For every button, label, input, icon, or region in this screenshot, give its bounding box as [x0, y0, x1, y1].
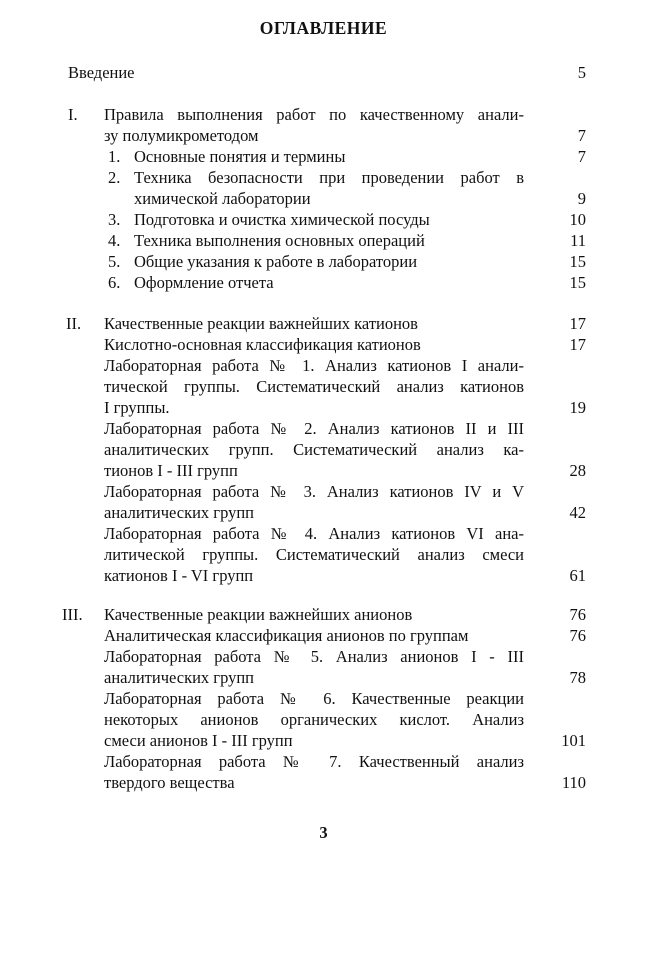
lab-title-6-line-3: смеси анионов I - III групп	[104, 731, 293, 750]
subsection-page: 10	[569, 210, 586, 229]
subsection-title-line-1: Техника безопасности при проведении работ в	[134, 168, 524, 187]
lab-title-1-line-2: тической группы. Систематический анализ катионов	[104, 377, 524, 396]
lab-title-4-line-2: литической группы. Систематический анализ смеси	[104, 545, 524, 564]
lab-title-7-line-1: Лабораторная работа № 7. Качественный анализ	[104, 752, 524, 771]
toc-page: 76	[569, 626, 586, 645]
subsection-title-line-2: химической лаборатории	[134, 189, 311, 208]
section-title-2: Качественные реакции важнейших катионов	[104, 314, 418, 333]
lab-title-6-line-1: Лабораторная работа № 6. Качественные реакции	[104, 689, 524, 708]
section-number-1: I.	[68, 105, 78, 124]
lab-title-2-line-1: Лабораторная работа № 2. Анализ катионов II и III	[104, 419, 524, 438]
toc-entry: Аналитическая классификация анионов по группам	[104, 626, 469, 645]
lab-title-4-line-1: Лабораторная работа № 4. Анализ катионов VI ана-	[104, 524, 524, 543]
subsection-page: 15	[569, 273, 586, 292]
section-number-2: II.	[66, 314, 82, 333]
lab-page-3: 42	[569, 503, 586, 522]
toc-entry: Кислотно-основная классификация катионов	[104, 335, 421, 354]
subsection-title: Техника выполнения основных операций	[134, 231, 425, 250]
section-number-3: III.	[62, 605, 83, 624]
subsection-page: 11	[570, 231, 586, 250]
section-page-3: 76	[569, 605, 586, 624]
subsection-number: 5.	[108, 252, 121, 271]
toc-entry-intro: Введение	[68, 63, 135, 82]
lab-title-2-line-3: тионов I - III групп	[104, 461, 238, 480]
subsection-number: 1.	[108, 147, 121, 166]
lab-title-7-line-2: твердого вещества	[104, 773, 235, 792]
subsection-title: Оформление отчета	[134, 273, 274, 292]
section-title-1-line-1: Правила выполнения работ по качественному анали-	[104, 105, 524, 124]
section-page-1: 7	[577, 126, 586, 145]
section-title-1-line-2: зу полумикрометодом	[104, 126, 259, 145]
subsection-page: 9	[577, 189, 586, 208]
lab-page-7: 110	[561, 773, 586, 792]
lab-page-5: 78	[569, 668, 586, 687]
lab-page-2: 28	[569, 461, 586, 480]
lab-title-5-line-1: Лабораторная работа № 5. Анализ анионов I - III	[104, 647, 524, 666]
subsection-number: 2.	[108, 168, 121, 187]
lab-page-1: 19	[569, 398, 586, 417]
page-number: 3	[319, 823, 328, 842]
subsection-number: 4.	[108, 231, 121, 250]
subsection-page: 7	[577, 147, 586, 166]
lab-title-1-line-3: I группы.	[104, 398, 170, 417]
lab-title-3-line-2: аналитических групп	[104, 503, 255, 522]
subsection-title: Общие указания к работе в лаборатории	[134, 252, 418, 271]
toc-page-intro: 5	[577, 63, 586, 82]
subsection-title: Основные понятия и термины	[134, 147, 346, 166]
lab-title-6-line-2: некоторых анионов органических кислот. Анализ	[104, 710, 524, 729]
section-title-3: Качественные реакции важнейших анионов	[104, 605, 413, 624]
lab-title-4-line-3: катионов I - VI групп	[104, 566, 254, 585]
page-title: ОГЛАВЛЕНИЕ	[259, 18, 388, 38]
lab-title-1-line-1: Лабораторная работа № 1. Анализ катионов I анали-	[104, 356, 524, 375]
subsection-number: 3.	[108, 210, 121, 229]
lab-page-6: 101	[561, 731, 586, 750]
subsection-number: 6.	[108, 273, 121, 292]
section-page-2: 17	[569, 314, 586, 333]
subsection-page: 15	[569, 252, 586, 271]
lab-title-3-line-1: Лабораторная работа № 3. Анализ катионов IV и V	[104, 482, 524, 501]
subsection-title: Подготовка и очистка химической посуды	[134, 210, 430, 229]
lab-title-2-line-2: аналитических групп. Систематический анализ ка-	[104, 440, 524, 459]
lab-page-4: 61	[569, 566, 586, 585]
lab-title-5-line-2: аналитических групп	[104, 668, 255, 687]
toc-page: 17	[569, 335, 586, 354]
